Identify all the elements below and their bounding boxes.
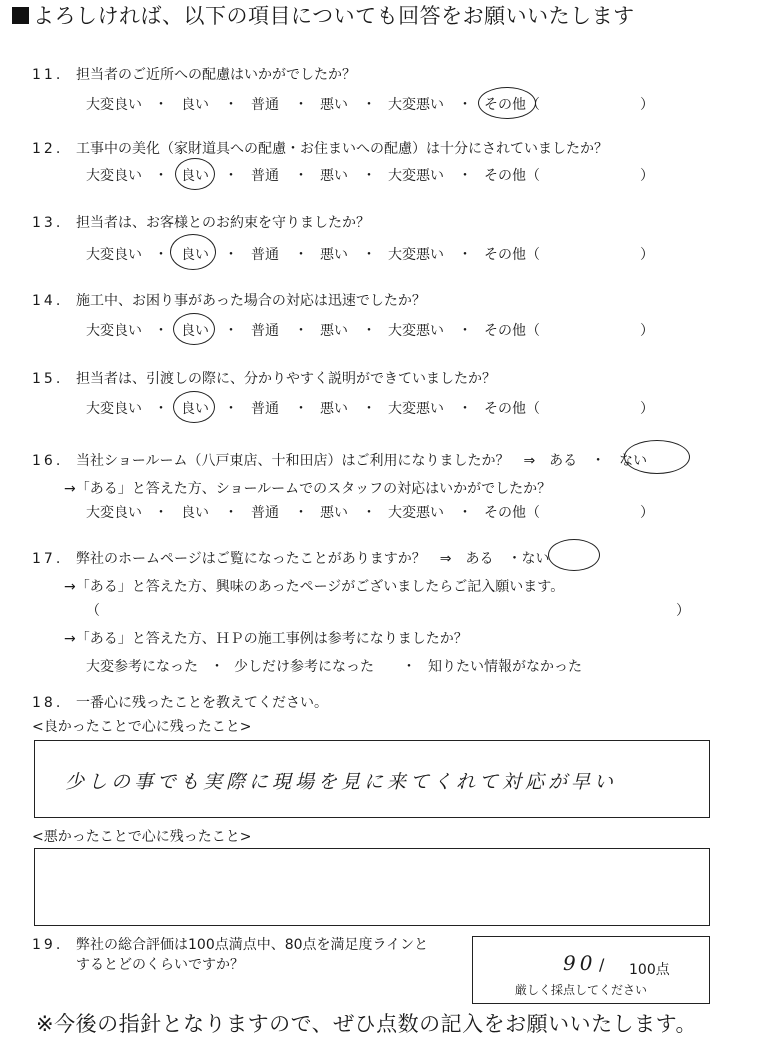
option-somewhat-helpful[interactable]: 少しだけ参考になった xyxy=(234,659,374,675)
option-very-helpful[interactable]: 大変参考になった xyxy=(86,659,198,675)
option-good[interactable]: 良い xyxy=(181,323,209,339)
question-11: 11. 担当者のご近所への配慮はいかがでしたか？ xyxy=(32,67,356,83)
option-other[interactable]: その他（ xyxy=(484,505,540,521)
option-good[interactable]: 良い xyxy=(181,505,209,521)
black-square-icon xyxy=(12,7,29,24)
bad-label: <悪かったことで心に残ったこと> xyxy=(32,829,252,845)
option-bad[interactable]: 悪い xyxy=(320,323,348,339)
option-very-good[interactable]: 大変良い xyxy=(86,505,142,521)
question-17-followup-1: →「ある」と答えた方、興味のあったページがございましたらご記入願います。 xyxy=(64,579,565,595)
option-bad[interactable]: 悪い xyxy=(320,401,348,417)
option-bad[interactable]: 悪い xyxy=(320,97,348,113)
option-good[interactable]: 良い xyxy=(181,168,209,184)
option-good[interactable]: 良い xyxy=(181,401,209,417)
option-very-good[interactable]: 大変良い xyxy=(86,323,142,339)
question-17-followup-2: →「ある」と答えた方、ＨＰの施工事例は参考になりましたか？ xyxy=(64,631,468,647)
survey-page: よろしければ、以下の項目についても回答をお願いいたします 11. 担当者のご近所への配慮はいかがでしたか？ 大変良い ・ 良い ・ 普通 ・ 悪い ・ 大変悪い ・ その他（ ） 12. 工事中の美化（家財道具への配慮・お住まいへの配慮）は十分にされていましたか？ 大変良い ・ 良い ・ 普通 ・ 悪い ・ 大変悪い ・ その他（ ） 13. 担当者は、お客様とのお約束を守りましたか？ 大変良い ・ 良い ・ 普通 ・ 悪い ・ 大変悪い ・ その他（ ） 14. 施工中、お困り事があった場合の対応は迅速でしたか？ 大変良い ・ 良い ・ 普通 ・ 悪い ・ 大変悪い ・ その他（ ） 15. 担当者は、引渡しの際に、分かりやすく説明ができていましたか？ 大変良い ・ 良い ・ 普通 ・ 悪い ・ 大変悪い ・ その他（ ） 16. 当社ショールーム（八戸東店、十和田店）はご利用になりましたか？ ⇒ ある ・ ない →「ある」と答えた方、ショールームでのスタッフの対応はいかがでしたか？ 大変良い ・ 良い ・ 普通 ・ 悪い ・ 大変悪い ・ その他（ ） 17. 弊社のホームページはご覧になったことがありますか？ ⇒ ある ・ない →「ある」と答えた方、興味のあったページがございましたらご記入願います。 （ ） →「ある」と答えた方、ＨＰの施工事例は参考になりましたか？ 大変参考になった ・ 少しだけ参考になった ・ 知りたい情報がなかった 18. 一番心に残ったことを教えてください。 <良かったことで心に残ったこと> 少しの事でも実際に現場を見に来てくれて対応が早い <悪かったことで心に残ったこと> 19. 弊社の総合評価は100点満点中、80点を満足度ラインと するとどのくらいですか？ 90 / 100点 厳しく採点してください ※今後の指針となりますので、ぜひ点数の記入をお願いいたします。 xyxy=(0,0,768,1024)
option-very-good[interactable]: 大変良い xyxy=(86,168,142,184)
option-very-bad[interactable]: 大変悪い xyxy=(388,323,444,339)
option-other[interactable]: その他（ xyxy=(484,168,540,184)
question-17: 17. 弊社のホームページはご覧になったことがありますか？ ⇒ ある ・ない xyxy=(32,551,550,567)
bad-comment-box[interactable] xyxy=(34,848,710,926)
question-12: 12. 工事中の美化（家財道具への配慮・お住まいへの配慮）は十分にされていましたか？ xyxy=(32,141,608,157)
question-18: 18. 一番心に残ったことを教えてください。 xyxy=(32,695,328,711)
option-average[interactable]: 普通 xyxy=(251,97,279,113)
good-comment-box[interactable] xyxy=(34,740,710,818)
option-very-good[interactable]: 大変良い xyxy=(86,97,142,113)
option-good[interactable]: 良い xyxy=(181,97,209,113)
option-very-bad[interactable]: 大変悪い xyxy=(388,401,444,417)
option-good[interactable]: 良い xyxy=(181,247,209,263)
score-value: 90 xyxy=(563,951,597,975)
question-15: 15. 担当者は、引渡しの際に、分かりやすく説明ができていましたか？ xyxy=(32,371,496,387)
question-16: 16. 当社ショールーム（八戸東店、十和田店）はご利用になりましたか？ ⇒ ある ・ ない xyxy=(32,453,648,469)
score-slash: / xyxy=(599,955,605,974)
option-very-good[interactable]: 大変良い xyxy=(86,247,142,263)
question-16-followup: →「ある」と答えた方、ショールームでのスタッフの対応はいかがでしたか？ xyxy=(64,481,552,497)
question-19-line2: するとどのくらいですか？ xyxy=(76,957,244,973)
option-very-bad[interactable]: 大変悪い xyxy=(388,505,444,521)
option-bad[interactable]: 悪い xyxy=(320,168,348,184)
option-no-info[interactable]: 知りたい情報がなかった xyxy=(428,659,582,675)
option-average[interactable]: 普通 xyxy=(251,247,279,263)
good-label: <良かったことで心に残ったこと> xyxy=(32,719,252,735)
score-total: 100点 xyxy=(629,962,670,978)
option-average[interactable]: 普通 xyxy=(251,401,279,417)
section-header: よろしければ、以下の項目についても回答をお願いいたします xyxy=(12,0,635,30)
score-note: 厳しく採点してください xyxy=(515,983,648,997)
option-average[interactable]: 普通 xyxy=(251,168,279,184)
option-very-bad[interactable]: 大変悪い xyxy=(388,247,444,263)
good-comment-text: 少しの事でも実際に現場を見に来てくれて対応が早い xyxy=(65,771,618,793)
footer-note: ※今後の指針となりますので、ぜひ点数の記入をお願いいたします。 xyxy=(36,1012,697,1036)
question-19: 19. 弊社の総合評価は100点満点中、80点を満足度ラインと xyxy=(32,937,429,953)
option-average[interactable]: 普通 xyxy=(251,505,279,521)
question-14: 14. 施工中、お困り事があった場合の対応は迅速でしたか？ xyxy=(32,293,426,309)
option-other[interactable]: その他（ xyxy=(484,247,540,263)
option-very-bad[interactable]: 大変悪い xyxy=(388,97,444,113)
option-other[interactable]: その他（ xyxy=(484,97,540,113)
answer-circle xyxy=(548,539,600,571)
score-box[interactable] xyxy=(472,936,710,1004)
option-bad[interactable]: 悪い xyxy=(320,247,348,263)
option-very-good[interactable]: 大変良い xyxy=(86,401,142,417)
option-other[interactable]: その他（ xyxy=(484,323,540,339)
question-13: 13. 担当者は、お客様とのお約束を守りましたか？ xyxy=(32,215,370,231)
option-bad[interactable]: 悪い xyxy=(320,505,348,521)
option-average[interactable]: 普通 xyxy=(251,323,279,339)
option-other[interactable]: その他（ xyxy=(484,401,540,417)
option-very-bad[interactable]: 大変悪い xyxy=(388,168,444,184)
